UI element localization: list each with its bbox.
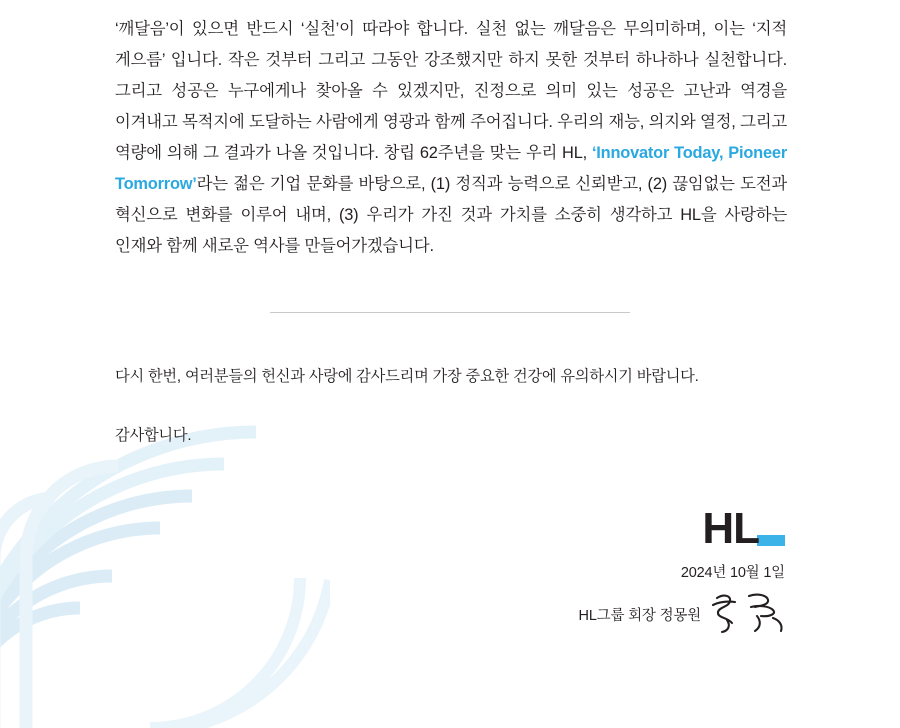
closing-line-1: 다시 한번, 여러분들의 헌신과 사랑에 감사드리며 가장 중요한 건강에 유의하시기 바랍니다.	[115, 368, 699, 385]
handwritten-signature-icon	[711, 590, 785, 634]
main-paragraph-part-1: ‘깨달음’이 있으면 반드시 ‘실천’이 따라야 합니다. 실천 없는 깨달음은 무의미하며, 이는 ‘지적 게으름’ 입니다. 작은 것부터 그리고 그동안 강조했지만 하지 못한 것부터 하나하나 실천합니다. 그리고 성공은 누구에게나 찾아올 수 있겠지만, 진정으로 의미 있는 성공은 고난과 역경을 이겨내고 목적지에 도달하는 사람에게 영광과 함께 주어집니다. 우리의 재능, 의지와 열정, 그리고 역량에 의해 그 결과가 나올 것입니다. 창립 62주년을 맞는 우리 HL,	[115, 20, 787, 162]
slogan-highlight: ‘Innovator Today, Pioneer Tomorrow’	[115, 144, 788, 193]
signature-block	[445, 505, 785, 636]
logo-letter-l: L	[733, 504, 759, 553]
letter-body	[115, 14, 787, 262]
signer-row	[445, 592, 785, 636]
logo-accent-bar	[757, 535, 785, 546]
signer-name: HL그룹 회장 정몽원	[578, 607, 701, 624]
logo-letter-h: H	[702, 504, 734, 553]
hl-logo	[702, 504, 785, 553]
main-paragraph	[115, 14, 787, 262]
signature-date: 2024년 10월 1일	[680, 565, 785, 581]
main-paragraph-part-3: 라는 젊은 기업 문화를 바탕으로, (1) 정직과 능력으로 신뢰받고, (2) 끊임없는 도전과 혁신으로 변화를 이루어 내며, (3) 우리가 가진 것과 가치를 소중히 생각하고 HL을 사랑하는 인재와 함께 새로운 역사를 만들어가겠습니다.	[115, 175, 787, 255]
closing-line-2: 감사합니다.	[115, 427, 192, 444]
section-divider	[270, 312, 630, 313]
